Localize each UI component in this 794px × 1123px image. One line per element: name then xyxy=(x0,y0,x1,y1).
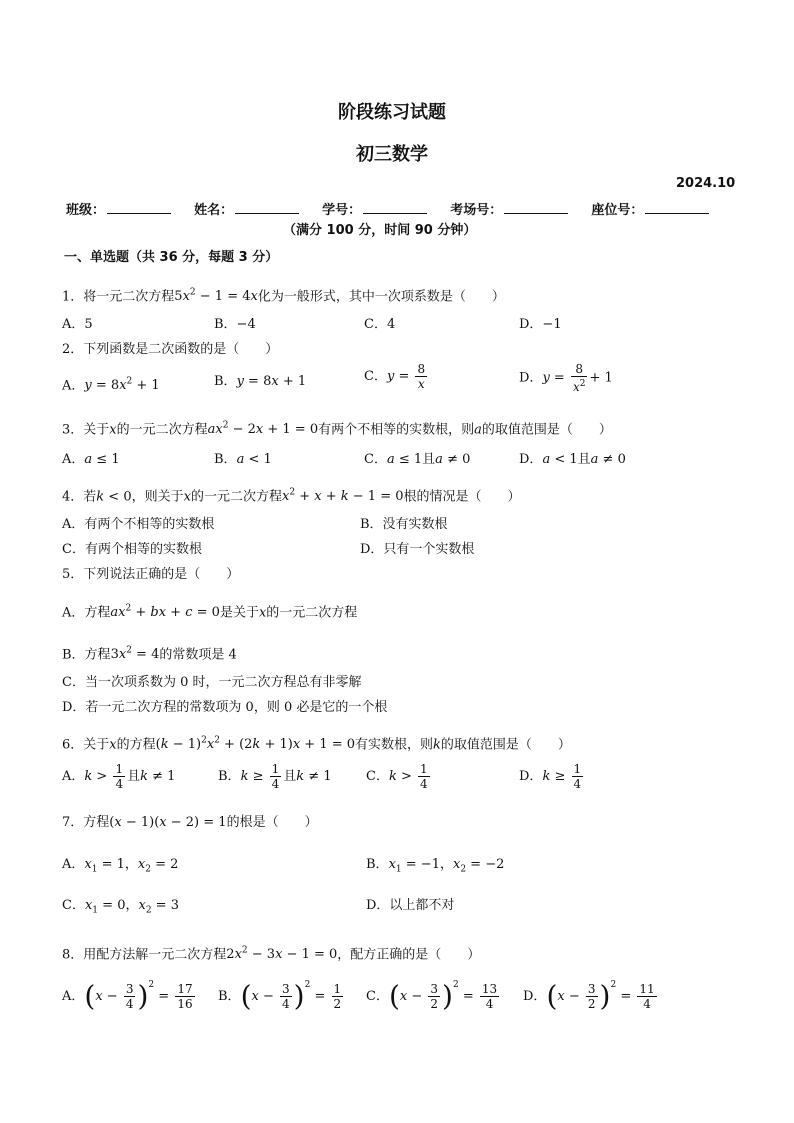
question-4: 4．若k < 0，则关于x的一元二次方程$x^2 + x + k - 1 = 0$根的情况是（ ） xyxy=(62,488,521,505)
q2-option-d[interactable]: D．y = $\frac{8}{x^2}$ + 1 xyxy=(519,362,613,394)
section-heading: 一、单选题（共 36 分，每题 3 分） xyxy=(64,250,279,265)
question-3: 3．关于x的一元二次方程$ax^2 - 2x + 1 = 0$有两个不相等的实数根，则a的取值范围是（ ） xyxy=(62,421,612,438)
q6-option-a[interactable]: A．k > $\frac{1}{4}$ 且k ≠ 1 xyxy=(62,762,176,791)
q4-option-b[interactable]: B．没有实数根 xyxy=(360,517,448,532)
q5-option-d[interactable]: D．若一元二次方程的常数项为 0，则 0 必是它的一个根 xyxy=(62,700,388,715)
q6-option-b[interactable]: B．k ≥ $\frac{1}{4}$ 且k ≠ 1 xyxy=(218,762,332,791)
q5-option-c[interactable]: C．当一次项系数为 0 时，一元二次方程总有非零解 xyxy=(62,675,362,690)
q1-option-d[interactable]: D．−1 xyxy=(519,317,562,332)
q1-option-a[interactable]: A．5 xyxy=(62,317,93,332)
id-label: 学号： xyxy=(322,203,362,218)
room-label: 考场号： xyxy=(450,203,503,218)
room-blank xyxy=(504,200,568,214)
q4-option-d[interactable]: D．只有一个实数根 xyxy=(360,542,475,557)
id-blank xyxy=(363,200,427,214)
q7-option-a[interactable]: A．$x_1 = 1$，$x_2 = 2$ xyxy=(62,857,179,875)
q3-option-d[interactable]: D．a < 1且a ≠ 0 xyxy=(519,452,626,467)
class-label: 班级： xyxy=(66,203,106,218)
q5-option-b[interactable]: B．方程$3x^2 = 4$的常数项是 4 xyxy=(62,646,237,663)
q3-option-b[interactable]: B．a < 1 xyxy=(214,452,272,467)
q7-option-b[interactable]: B．$x_1 = -1$，$x_2 = -2$ xyxy=(366,857,505,875)
student-info-row xyxy=(66,200,709,220)
q3-option-a[interactable]: A．a ≤ 1 xyxy=(62,452,120,467)
page-subtitle: 初三数学 xyxy=(356,144,428,165)
question-2: 2．下列函数是二次函数的是（ ） xyxy=(62,342,279,357)
q8-option-b[interactable]: B．(x − $\frac{3}{4}$ )$^2$ = $\frac{1}{2}$ xyxy=(218,979,342,1013)
question-5: 5．下列说法正确的是（ ） xyxy=(62,567,240,582)
q2-option-c[interactable]: C．y = $\frac{8}{x}$ xyxy=(364,362,426,391)
q2-option-b[interactable]: B．y = 8x + 1 xyxy=(214,374,307,389)
q6-option-c[interactable]: C．k > $\frac{1}{4}$ xyxy=(366,762,428,791)
q8-option-c[interactable]: C．(x − $\frac{3}{2}$ )$^2$ = $\frac{13}{4}$ xyxy=(366,979,498,1013)
q7-option-d[interactable]: D．以上都不对 xyxy=(366,898,455,913)
question-1: 1．将一元二次方程$5x^2 - 1 = 4x$化为一般形式，其中一次项系数是（ ） xyxy=(62,288,505,305)
exam-date: 2024.10 xyxy=(676,176,736,191)
seat-blank xyxy=(645,200,709,214)
q3-option-c[interactable]: C．a ≤ 1且a ≠ 0 xyxy=(364,452,471,467)
page-title: 阶段练习试题 xyxy=(338,102,446,123)
q5-option-a[interactable]: A．方程$ax^2$ + bx + c = 0是关于x的一元二次方程 xyxy=(62,604,358,621)
class-blank xyxy=(107,200,171,214)
q4-option-a[interactable]: A．有两个不相等的实数根 xyxy=(62,517,215,532)
question-7: 7．方程(x − 1)(x − 2) = 1的根是（ ） xyxy=(62,815,318,830)
q6-option-d[interactable]: D．k ≥ $\frac{1}{4}$ xyxy=(519,762,582,791)
q2-option-a[interactable]: A．$y = 8x^2 + 1$ xyxy=(62,377,160,394)
q4-option-c[interactable]: C．有两个相等的实数根 xyxy=(62,542,202,557)
name-blank xyxy=(235,200,299,214)
seat-label: 座位号： xyxy=(591,203,644,218)
q1-option-b[interactable]: B．−4 xyxy=(214,317,256,332)
q8-option-d[interactable]: D．(x − $\frac{3}{2}$ )$^2$ = $\frac{11}{4}$ xyxy=(523,979,655,1013)
q8-option-a[interactable]: A．(x − $\frac{3}{4}$ )$^2$ = $\frac{17}{16}$ xyxy=(62,979,193,1013)
name-label: 姓名： xyxy=(194,203,234,218)
q1-option-c[interactable]: C．4 xyxy=(364,317,396,332)
question-8: 8．用配方法解一元二次方程$2x^2 - 3x - 1 = 0$，配方正确的是（ ） xyxy=(62,946,481,963)
q7-option-c[interactable]: C．$x_1 = 0$，$x_2 = 3$ xyxy=(62,898,179,916)
exam-note: （满分 100 分，时间 90 分钟） xyxy=(283,223,477,238)
question-6: 6．关于x的方程$(k - 1)^2x^2 + (2k + 1)x + 1 = 0$有实数根，则k的取值范围是（ ） xyxy=(62,736,571,753)
